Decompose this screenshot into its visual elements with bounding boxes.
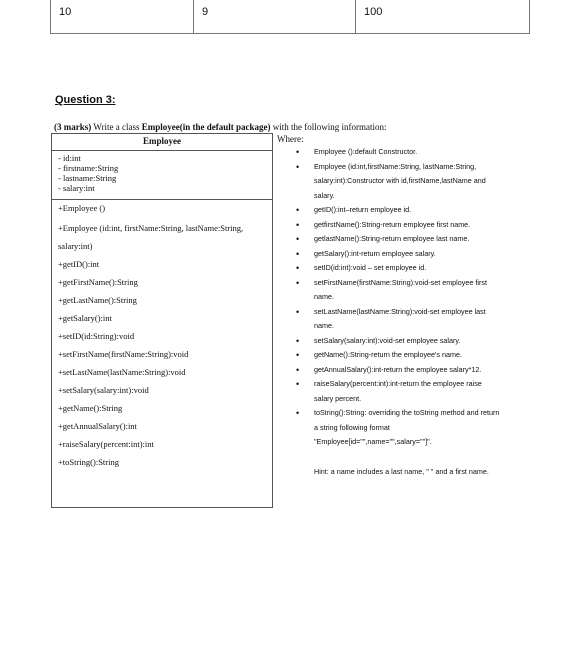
method-description: • getfirstName():String-return employee first name. — [296, 218, 502, 233]
uml-attributes — [52, 151, 272, 200]
uml-attribute: - id:int — [58, 153, 81, 163]
uml-attribute: - salary:int — [58, 183, 95, 193]
score-cell-1: 10 — [59, 6, 72, 18]
uml-method: +getFirstName():String — [58, 277, 138, 287]
marks-label: (3 marks) — [54, 122, 92, 132]
uml-method: +setLastName(lastName:String):void — [58, 367, 186, 377]
uml-method: +Employee () — [58, 203, 106, 213]
method-description: • Employee ():default Constructor. — [296, 145, 502, 160]
uml-class-diagram — [51, 133, 273, 508]
score-cell-3: 100 — [355, 0, 529, 33]
method-description: • setLastName(lastName:String):void-set employee last name. — [296, 305, 502, 334]
class-requirement: Employee(in the default package) — [141, 122, 271, 132]
uml-method: +getName():String — [58, 403, 123, 413]
uml-method: +Employee (id:int, firstName:String, lastName:String, — [58, 223, 244, 233]
method-description: • getSalary():int-return employee salary. — [296, 247, 502, 262]
uml-method: +getAnnualSalary():int — [58, 421, 137, 431]
method-description-list — [296, 145, 502, 450]
uml-methods — [52, 200, 272, 468]
hint-text: Hint: a name includes a last name, " " and a first name. — [314, 467, 489, 476]
uml-method: +getID():int — [58, 259, 100, 269]
method-description: • Employee (id:int,firstName:String, lastName:String, salary:int):Constructor with id,firstName,lastName and salary. — [296, 160, 502, 204]
question-intro — [54, 122, 386, 132]
uml-method: +setSalary(salary:int):void — [58, 385, 149, 395]
uml-attribute: - lastname:String — [58, 173, 117, 183]
method-description: • getAnnualSalary():int-return the employee salary*12. — [296, 363, 502, 378]
uml-method: +getSalary():int — [58, 313, 112, 323]
intro-text-1: Write a class — [91, 122, 142, 132]
method-description: • getID():int–return employee id. — [296, 203, 502, 218]
uml-method: +raiseSalary(percent:int):int — [58, 439, 154, 449]
uml-method: salary:int) — [58, 241, 93, 251]
score-table-row — [50, 0, 530, 34]
uml-method: +setID(id:String):void — [58, 331, 135, 341]
intro-text-2: with the following information: — [270, 122, 387, 132]
method-description: • getlastName():String-return employee last name. — [296, 232, 502, 247]
method-description: • setSalary(salary:int):void-set employee salary. — [296, 334, 502, 349]
uml-class-name: Employee — [52, 134, 272, 151]
method-description: • toString():String: overriding the toString method and return a string following format "Employee[id="",name="",salary=""]". — [296, 406, 502, 450]
where-label: Where: — [277, 134, 304, 144]
method-description: • getName():String-return the employee's name. — [296, 348, 502, 363]
score-cell-2: 9 — [193, 0, 355, 33]
method-description: • setID(id:int):void – set employee id. — [296, 261, 502, 276]
uml-method: +setFirstName(firstName:String):void — [58, 349, 189, 359]
uml-method: +getLastName():String — [58, 295, 137, 305]
uml-method: +toString():String — [58, 457, 119, 467]
uml-attribute: - firstname:String — [58, 163, 119, 173]
question-heading: Question 3: — [55, 94, 116, 106]
method-description: • setFirstName(firstName:String):void-set employee first name. — [296, 276, 502, 305]
method-description: • raiseSalary(percent:int):int-return the employee raise salary percent. — [296, 377, 502, 406]
